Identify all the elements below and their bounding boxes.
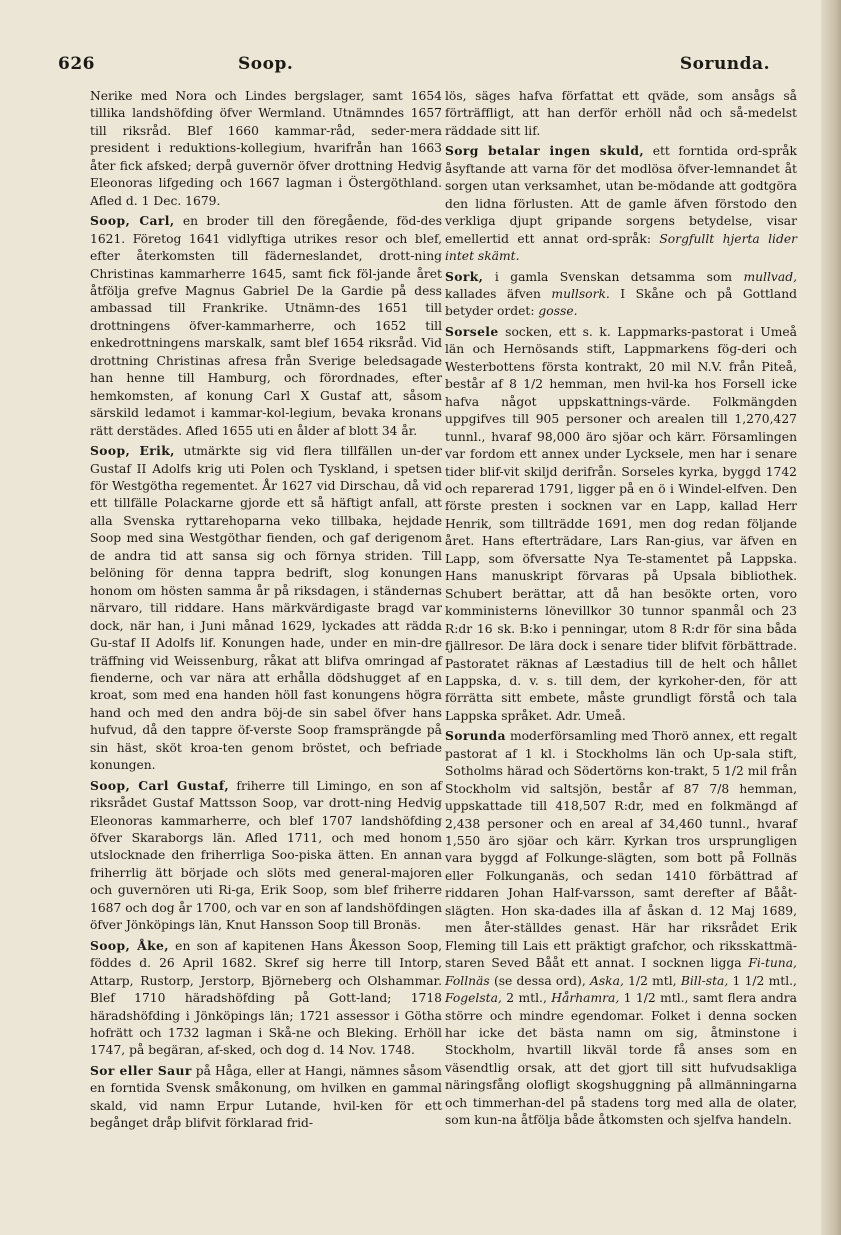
entry-headword: Soop, Erik, — [90, 443, 175, 459]
page-edge — [821, 0, 841, 1235]
entry-headword: Sor eller Saur — [90, 1062, 192, 1078]
entry-continuation: Nerike med Nora och Lindes bergslager, samt 1654 tillika landshöfding öfver Wermland. Utnämndes 1657 till riksråd. Blef 1660 kammar-råd, seder-mera president i reduktions-kollegium, hvarifrån han 1663 åter fick afsked; derpå guvernör öfver drottning Hedvig Eleonoras lifgeding och 1667 lagman i Östergöthland. Afled d. 1 Dec. 1679. — [90, 89, 442, 208]
entry-sork: Sork, i gamla Svenskan detsamma som mullvad, kallades äfven mullsork. I Skåne och på Gottland betyder ordet: gosse. — [445, 268, 797, 319]
right-running-head: Sorunda. — [679, 54, 770, 74]
entry-headword: Sorsele — [445, 323, 499, 339]
entry-headword: Sork, — [445, 268, 484, 284]
entry-sorunda: Sorunda moderförsamling med Thorö annex, ett regalt pastorat af 1 kl. i Stockholms län och Up-sala stift, Sotholms härad och Södertörns kon-trakt, 5 1/2 mil från Stockholm vid saltsjön, består af 87 7/8 hemman, uppskattade till 418,507 R:dr, med en folkmängd af 2,438 personer och en areal af 34,460 tunnl., hvaraf 1,550 äro sjöar och kärr. Kyrkan tros ursprungligen vara byggd af Folkunge-slägten, som bott på Follnäs eller Folkunganäs, och sedan 1410 förbättrad af riddaren Johan Half-varsson, samt derefter af Bååt-slägten. Hon ska-dades illa af åskan d. 12 Maj 1689, men åter-ställdes genast. Här har riksrådet Erik Fleming till Lais ett präktigt grafchor, och riksskattmä-staren Seved Bååt ett annat. I socknen ligga Fi-tuna, Follnäs (se dessa ord), Aska, 1/2 mtl, Bill-sta, 1 1/2 mtl., Fogelsta, 2 mtl., Hårhamra, 1 1/2 mtl., samt flera andra större och mindre egendomar. Folket i denna socken har icke det bästa namn om sig, åtminstone i Stockholm, hvartill likväl torde få anses som en väsendtlig orsak, att det gjort till sitt hufvudsakliga näringsfång olofligt skogshuggning på allmänningarna och timmerhan-del på stadens torg med alla de olater, som kun-na åtfölja både åtkomsten och sjelfva handeln. — [445, 728, 797, 1128]
entry-soop-carl: Soop, Carl, en broder till den föregående, föd-des 1621. Företog 1641 vidlyftiga utrikes resor och blef, efter återkomsten till fäderneslandet, drott-ning Christinas kammarherre 1645, samt fick föl-jande året åtfölja grefve Magnus Gabriel De la Gardie på dess ambassad till Frankrike. Utnämn-des 1651 till drottningens öfver-kammarherre, och 1652 till enkedrottningens marskalk, samt blef 1654 riksråd. Vid drottning Christinas afresa från Sverige beledsagade han henne till Hamburg, och förordnades, efter hemkomsten, af konung Carl X Gustaf att, såsom särskild ledamot i kammar-kol-legium, bevaka kronans rätt derstädes. Afled 1655 uti en ålder af blott 34 år. — [90, 213, 443, 438]
entry-headword: Soop, Åke, — [90, 937, 169, 953]
running-header — [58, 54, 770, 80]
left-column — [90, 88, 442, 1133]
entry-sorg: Sorg betalar ingen skuld, ett forntida ord-språk åsyftande att varna för det modlösa öfver-lemnandet åt sorgen utan verksamhet, utan be-mödande att godtgöra den lidna förlusten. Att de gamle äfven förstodo den verkliga djupt gripande sorgens betydelse, visar emellertid ett annat ord-språk: Sorgfullt hjerta lider intet skämt. — [445, 143, 797, 264]
entry-soop-erik: Soop, Erik, utmärkte sig vid flera tillfällen un-der Gustaf II Adolfs krig uti Polen och Tyskland, i spetsen för Westgötha regementet. År 1627 vid Dirschau, då vid ett tillfälle Polackarne gjorde ett så häftigt anfall, att alla Svenska ryttarehoparna veko tillbaka, hejdade Soop med sina Westgöthar fienden, och gaf derigenom de andra tid att sansa sig och förnya striden. Till belöning för denna tappra bedrift, slog konungen honom om hösten samma år på riksdagen, i ständernas närvaro, till riddare. Hans märkvärdigaste bragd var dock, när han, i Juni månad 1629, lyckades att rädda Gu-staf II Adolfs lif. Konungen hade, under en min-dre träffning vid Weissenburg, råkat att blifva omringad af fienderne, och var nära att erhålla dödshugget af en kroat, som med ena handen höll fast konungens högra hand och med den andra böj-de sin sabel öfver hans hufvud, då den tappre öf-verste Soop framsprängde på sin häst, sköt kroa-ten genom bröstet, och befriade konungen. — [90, 443, 442, 773]
entry-soop-ake: Soop, Åke, en son af kapitenen Hans Åkesson Soop, föddes d. 26 April 1682. Skref sig herre till Intorp, Attarp, Rustorp, Jerstorp, Björneberg och Olshammar. Blef 1710 häradshöfding på Gott-land; 1718 häradshöfding i Jönköpings län; 1721 assessor i Götha hofrätt och 1732 lagman i Skå-ne och Bleking. Erhöll 1747, på begäran, af-sked, och dog d. 14 Nov. 1748. — [90, 937, 442, 1058]
page-number: 626 — [58, 54, 95, 74]
entry-soop-carl-gustaf: Soop, Carl Gustaf, friherre till Limingo, en son af riksrådet Gustaf Mattsson Soop, var drott-ning Hedvig Eleonoras kammarherre, och blef 1707 landshöfding öfver Skaraborgs län. Afled 1711, och med honom utslocknade den friherrliga Soo-piska ätten. En annan friherrlig ätt började och slöts med general-majoren och guvernören uti Ri-ga, Erik Soop, som blef friherre 1687 och dog år 1700, och var en son af landshöfdingen öfver Jönköpings län, Knut Hansson Soop till Bronäs. — [90, 777, 442, 933]
entry-headword: Sorunda — [445, 728, 506, 744]
entry-headword: Soop, Carl Gustaf, — [90, 777, 230, 793]
left-running-head: Soop. — [238, 54, 294, 74]
entry-headword: Sorg betalar ingen skuld, — [445, 143, 645, 159]
entry-sor: Sor eller Saur på Håga, eller at Hangi, nämnes såsom en forntida Svensk småkonung, om hvilken en gammal skald, vid namn Erpur Lutande, hvil-ken för ett begånget dråp blifvit förklarad frid- — [90, 1062, 442, 1131]
entry-sorsele: Sorsele socken, ett s. k. Lappmarks-pastorat i Umeå län och Hernösands stift, Lappmarkens fög-deri och Westerbottens första kontrakt, 20 mil N.V. från Piteå, består af 8 1/2 hemman, men hvil-ka hos Forsell icke hafva något uppskattnings-värde. Folkmängden uppgifves till 905 personer och arealen till 1,270,427 tunnl., hvaraf 98,000 äro sjöar och kärr. Församlingen var fordom ett annex under Lycksele, men har i senare tider blif-vit skiljd derifrån. Sorseles kyrka, byggd 1742 och reparerad 1791, ligger på en ö i Windel-elfven. Den förste presten i socknen var en Lapp, kallad Herr Henrik, som tillträdde 1691, men dog redan följande året. Hans efterträdare, Lars Ran-gius, var äfven en Lapp, som öfversatte Nya Te-stamentet på Lappska. Hans manuskript förvaras på Upsala bibliothek. Schubert berättar, att då han besökte orten, voro komministerns lönevillkor 30 tunnor spanmål och 23 R:dr 16 sk. B:ko i penningar, utom 8 R:dr för sina båda fjällresor. De lära dock i senare tider blifvit förbättrade. Pastoratet räknas af Læstadius till de helt och hållet Lappska, d. v. s. till dem, der kyrkoher-den, för att förrätta sitt embete, måste grundligt förstå och tala Lappska språket. Adr. Umeå. — [445, 323, 797, 723]
right-column — [445, 88, 797, 1130]
entry-continuation: lös, säges hafva författat ett qväde, som ansågs så förträffligt, att han derför erhöll nåd och så-medelst räddade sitt lif. — [445, 89, 797, 138]
entry-headword: Soop, Carl, — [90, 213, 175, 229]
